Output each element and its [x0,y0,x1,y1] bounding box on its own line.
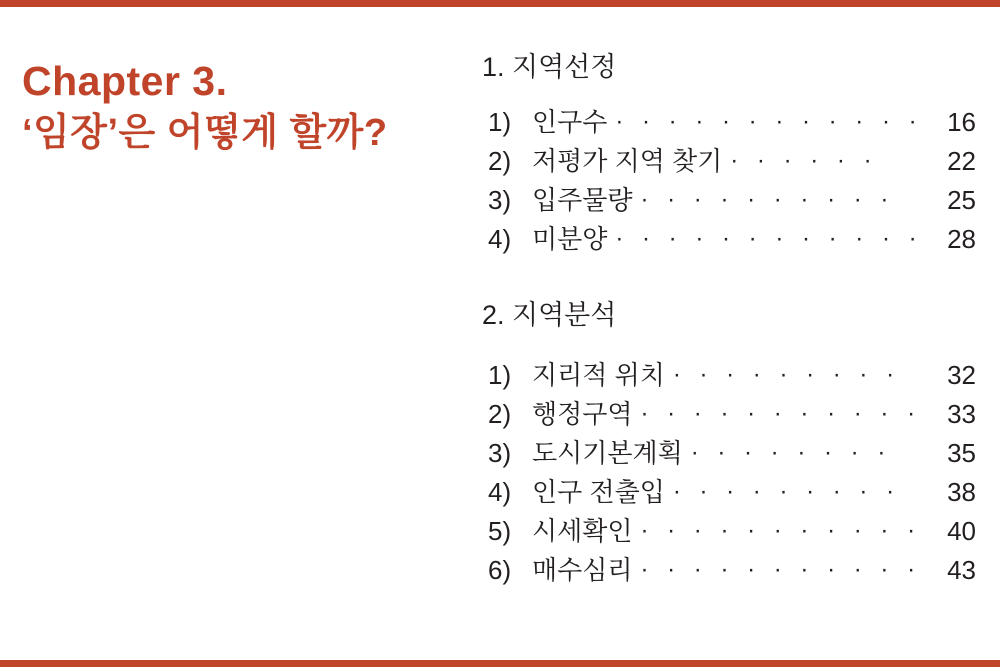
toc-entry-number: 5) [488,515,512,546]
toc-entry-number: 1) [488,359,512,390]
toc-entry-label: 미분양 [532,224,608,255]
toc-entry-number: 1) [488,107,512,138]
toc-entry[interactable] [488,109,976,136]
toc-entry[interactable] [488,187,976,214]
table-of-contents-column [470,7,1000,660]
toc-entry-leader: · · · · · · · · · [672,479,901,504]
toc-entry-number: 2) [488,146,512,177]
toc-entry-number: 6) [488,554,512,585]
toc-entry[interactable] [488,359,976,390]
toc-entry-page: 40 [947,515,976,546]
toc-entry-page: 32 [947,359,976,390]
toc-entry-page: 28 [947,224,976,255]
toc-entry[interactable] [488,515,976,546]
toc-entry-leader: · · · · · · · · · · [640,188,895,213]
section-spacer [482,265,976,299]
toc-section-2 [482,299,976,583]
toc-entry[interactable] [488,398,976,429]
section-heading-1: 1. 지역선정 [482,52,617,82]
toc-entry-page: 16 [947,107,976,138]
toc-entry-label: 행정구역 [532,398,633,429]
toc-entry-number: 2) [488,398,512,429]
toc-entry-leader: · · · · · · [730,149,878,174]
toc-entry-number: 4) [488,224,512,255]
toc-entry[interactable] [488,148,976,175]
top-rule [0,0,1000,7]
toc-entry-leader: · · · · · · · · · [672,362,901,387]
toc-entry-leader: · · · · · · · · · · · [640,557,922,582]
toc-entry-label: 매수심리 [532,554,633,585]
toc-entry-label: 인구 전출입 [532,476,665,507]
chapter-title: Chapter 3. [22,58,228,104]
bottom-rule [0,660,1000,667]
toc-entry-label: 시세확인 [532,515,633,546]
chapter-heading-column [0,7,470,660]
toc-section-1 [482,51,976,253]
toc-entry-page: 22 [947,146,976,177]
toc-entry-page: 33 [947,398,976,429]
toc-entry-leader: · · · · · · · · · · · [640,518,922,543]
page-content [0,7,1000,660]
toc-entry-label: 입주물량 [532,185,633,216]
toc-entry[interactable] [488,554,976,585]
toc-entry-page: 43 [947,554,976,585]
toc-entry-leader: · · · · · · · · · · · · [615,227,923,252]
toc-entry-leader: · · · · · · · · · · · [640,401,922,426]
toc-list-2 [488,359,976,585]
toc-entry-label: 도시기본계획 [532,437,683,468]
toc-entry-number: 4) [488,476,512,507]
toc-entry[interactable] [488,437,976,468]
toc-entry-leader: · · · · · · · · [690,440,892,465]
toc-entry-label: 인구수 [532,107,608,138]
toc-entry-page: 25 [947,185,976,216]
chapter-subtitle: ‘임장’은 어떻게 할까? [22,112,388,155]
toc-entry-page: 35 [947,437,976,468]
toc-entry-label: 지리적 위치 [532,359,665,390]
toc-entry-label: 저평가 지역 찾기 [532,146,723,177]
toc-entry-leader: · · · · · · · · · · · · [615,110,923,135]
toc-entry-number: 3) [488,437,512,468]
toc-entry-page: 38 [947,476,976,507]
section-heading-2: 2. 지역분석 [482,300,617,331]
toc-entry[interactable] [488,226,976,253]
toc-list-1 [488,109,976,253]
toc-entry-number: 3) [488,185,512,216]
toc-entry[interactable] [488,476,976,507]
